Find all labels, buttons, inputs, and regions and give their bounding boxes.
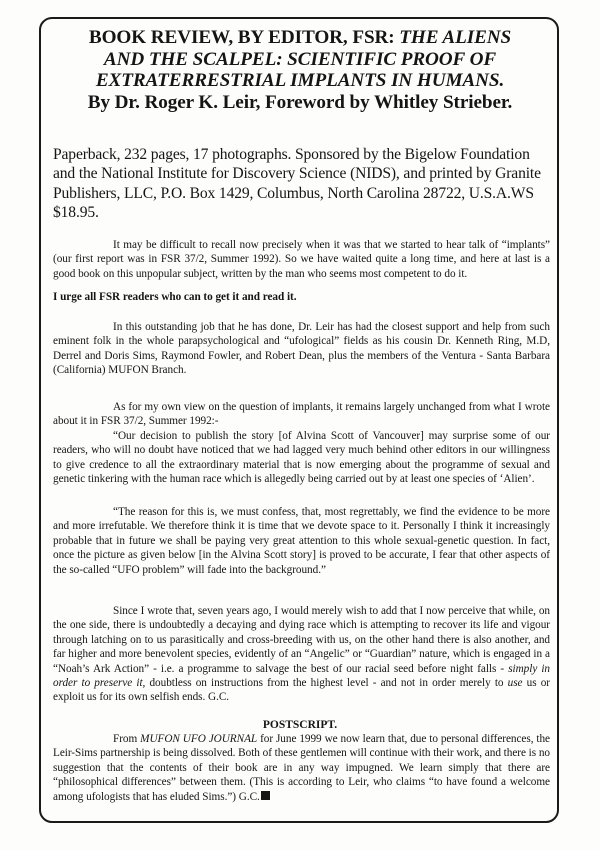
paragraph-1: It may be difficult to recall now precisely when it was that we started to hear talk of “implants” (our first report was in FSR 37/2, Summer 1992). So we have waited quite a long time, and here at last is a good book on this unpopular subject, written by the man who seems most competent to do it.: [53, 239, 550, 280]
quote-part-1: “Our decision to publish the story [of Alvina Scott of Vancouver] may surprise some of our readers, who will no doubt have noticed that we had lagged very much behind other editors in our willingness to give credence to all the extraordinary material that is now emerging about the programme of sexual and genetic tinkering with the human race which is allegedly being carried out by at least one species of ‘Alien’.: [53, 429, 550, 486]
article-title: [44, 27, 556, 113]
postscript-heading: POSTSCRIPT.: [262, 719, 338, 731]
byline: By Dr. Roger K. Leir, Foreword by Whitley Strieber.: [87, 91, 513, 113]
book-title-line-1: THE ALIENS: [399, 27, 512, 48]
since-italic-2: use: [507, 677, 523, 690]
since-text-3: us or exploit us for its own selfish ends. G.C.: [53, 677, 551, 704]
book-title-line-2: AND THE SCALPEL: SCIENTIFIC PROOF OF: [103, 48, 497, 70]
paragraph-recommendation: I urge all FSR readers who can to get it and read it.: [53, 291, 297, 303]
end-mark-square-icon: [261, 791, 270, 800]
paragraph-since: [53, 604, 550, 705]
book-title-line-3: EXTRATERRESTRIAL IMPLANTS IN HUMANS.: [95, 70, 505, 91]
postscript-text-1: From: [113, 733, 141, 745]
postscript-text-2: for June 1999 we now learn that, due to personal differences, the Leir-Sims partnership is being dissolved. Both of these gentlemen will continue with their work, and there is no suggestion that the contents of their book are in any way impugned. We learn simply that there are “philosophical differences” between them. (This is according to Leir, who claims “to have found a welcome among ufologists that has eluded Sims.”) G.C.: [53, 733, 550, 803]
since-text-1: Since I wrote that, seven years ago, I would merely wish to add that I now perceive that while, on the one side, there is undoubtedly a decaying and dying race which is attempting to recover its life and vigour through latching on to us parasitically and cross-breeding with us, on the other hand there is also another, and far higher and more benevolent species, evidently of an “Angelic” or “Guardian” nature, which is engaged in a “Noah’s Ark Action” - i.e. a programme to salvage the best of our racial seed before night falls -: [53, 605, 550, 675]
paragraph-own-view-intro: As for my own view on the question of implants, it remains largely unchanged from what I wrote about it in FSR 37/2, Summer 1992:-: [53, 401, 550, 428]
postscript-text: [53, 732, 550, 804]
quote-part-2: “The reason for this is, we must confess, that, most regrettably, we find the evidence to be more and more irrefutable. We therefore think it is time that we devote space to it. Personally I think it increasingly probable that in future we shall be paying very great attention to this whole sexual-genetic question. In fact, once the picture as given below [in the Alvina Scott story] is proved to be accurate, I fear that other aspects of the so-called “UFO problem” will fade into the background.”: [53, 506, 550, 576]
journal-name: MUFON UFO JOURNAL: [140, 733, 258, 745]
paragraph-own-view: [53, 400, 550, 486]
publication-info: Paperback, 232 pages, 17 photographs. Sponsored by the Bigelow Foundation and the National Institute for Discovery Science (NIDS), and printed by Granite Publishers, LLC, P.O. Box 1429, Columbus, North Carolina 28722, U.S.A.WS $18.95.: [53, 146, 541, 222]
title-lead: BOOK REVIEW, BY EDITOR, FSR:: [88, 27, 400, 48]
since-text-2: doubtless on instructions from the highest level - and not in order merely to: [145, 677, 508, 690]
since-italic-1: simply in order to preserve it,: [53, 662, 550, 690]
paragraph-support: In this outstanding job that he has done, Dr. Leir has had the closest support and help from such eminent folk in the whole parapsychological and “ufological” fields as his cousin Dr. Kenneth Ring, M.D, Derrel and Doris Sims, Raymond Fowler, and Robert Dean, plus the members of the Ventura - Santa Barbara (California) MUFON Branch.: [53, 321, 550, 377]
